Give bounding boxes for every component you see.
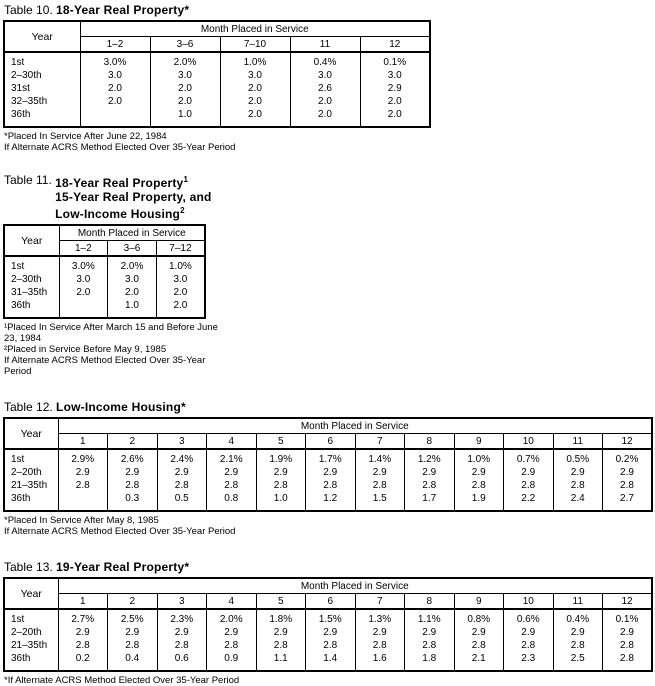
value-cell: 1.7% bbox=[306, 449, 356, 466]
value-cell: 2.8 bbox=[355, 479, 405, 492]
value-cell: 2.0 bbox=[80, 82, 150, 95]
value-cell: 1.0 bbox=[150, 108, 220, 127]
table-row bbox=[4, 52, 430, 69]
month-column-header: 12 bbox=[603, 594, 653, 610]
table-title-line bbox=[55, 190, 211, 204]
value-cell: 2.8 bbox=[207, 479, 257, 492]
value-cell: 1.4% bbox=[355, 449, 405, 466]
table-12-title bbox=[4, 400, 655, 414]
table-title-line-text: 15-Year Real Property, and bbox=[55, 190, 212, 204]
value-cell: 2.9 bbox=[306, 626, 356, 639]
month-column-header: 8 bbox=[405, 434, 455, 450]
table-11 bbox=[3, 224, 206, 319]
year-row-label: 31st bbox=[4, 82, 80, 95]
value-cell: 1.1% bbox=[405, 609, 455, 626]
value-cell: 2.9 bbox=[157, 466, 207, 479]
table-title-line-text: 19-Year Real Property* bbox=[56, 560, 190, 574]
year-header-cell: Year bbox=[4, 21, 80, 52]
value-cell: 2.0 bbox=[150, 82, 220, 95]
month-column-header: 1 bbox=[58, 434, 108, 450]
month-column-header: 12 bbox=[360, 37, 430, 53]
value-cell: 2.7% bbox=[58, 609, 108, 626]
table-row bbox=[4, 492, 652, 511]
footnote-line: *Placed In Service After June 22, 1984 bbox=[4, 131, 167, 142]
value-cell: 2.8 bbox=[405, 639, 455, 652]
value-cell: 3.0% bbox=[80, 52, 150, 69]
table-11-title bbox=[4, 173, 655, 221]
value-cell: 2.0 bbox=[387, 96, 402, 107]
table-10-title bbox=[4, 3, 655, 17]
value-cell: 2.8 bbox=[58, 639, 108, 652]
month-column-header: 1–2 bbox=[80, 37, 150, 53]
value-cell: 2.8 bbox=[108, 479, 158, 492]
value-cell: 3.0 bbox=[59, 273, 108, 286]
value-cell: 2.0% bbox=[150, 52, 220, 69]
value-cell: 2.9 bbox=[58, 466, 108, 479]
value-cell: 2.3% bbox=[157, 609, 207, 626]
table-row bbox=[4, 69, 430, 82]
table-title-line bbox=[56, 3, 189, 17]
value-cell: 2.9 bbox=[553, 466, 603, 479]
table-title-prefix: Table 12. bbox=[4, 400, 53, 414]
value-cell: 0.6% bbox=[504, 609, 554, 626]
value-cell: 2.9 bbox=[256, 626, 306, 639]
table-title-line bbox=[56, 560, 189, 574]
value-cell: 2.8 bbox=[553, 639, 603, 652]
value-cell: 2.1% bbox=[207, 449, 257, 466]
value-cell: 3.0 bbox=[108, 273, 157, 286]
value-cell: 0.8 bbox=[207, 492, 257, 511]
year-row-label: 1st bbox=[4, 449, 58, 466]
value-cell: 2.0 bbox=[290, 95, 360, 108]
value-cell: 2.8 bbox=[454, 639, 504, 652]
value-cell: 0.2% bbox=[615, 454, 639, 465]
year-row-label: 21–35th bbox=[4, 639, 58, 652]
value-cell: 3.0 bbox=[290, 69, 360, 82]
value-cell: 0.1% bbox=[615, 614, 639, 625]
value-cell: 2.9 bbox=[620, 467, 634, 478]
table-row bbox=[4, 256, 205, 273]
table-row bbox=[4, 95, 430, 108]
value-cell: 2.9 bbox=[207, 626, 257, 639]
table-12-section bbox=[3, 400, 655, 537]
value-cell: 2.0% bbox=[108, 256, 157, 273]
value-cell: 2.9 bbox=[355, 626, 405, 639]
month-column-header: 6 bbox=[306, 434, 356, 450]
month-column-header: 10 bbox=[504, 594, 554, 610]
month-column-header: 12 bbox=[603, 434, 653, 450]
value-cell: 2.8 bbox=[504, 639, 554, 652]
value-cell: 1.2% bbox=[405, 449, 455, 466]
table-title-text bbox=[56, 3, 189, 17]
value-cell: 2.8 bbox=[58, 479, 108, 492]
month-span-header: Month Placed in Service bbox=[58, 418, 652, 434]
value-cell: 1.6 bbox=[355, 652, 405, 671]
month-column-header: 2 bbox=[108, 434, 158, 450]
value-cell: 2.1 bbox=[454, 652, 504, 671]
month-column-header: 7 bbox=[355, 594, 405, 610]
value-cell: 2.4 bbox=[553, 492, 603, 511]
value-cell: 2.9 bbox=[207, 466, 257, 479]
value-cell: 2.0 bbox=[150, 95, 220, 108]
year-header-cell: Year bbox=[4, 578, 58, 609]
value-cell: 2.2 bbox=[504, 492, 554, 511]
month-column-header: 3 bbox=[157, 434, 207, 450]
value-cell: 0.6 bbox=[157, 652, 207, 671]
value-cell: 2.8 bbox=[157, 479, 207, 492]
month-span-header: Month Placed in Service bbox=[59, 225, 205, 241]
month-column-header: 3 bbox=[157, 594, 207, 610]
table-row bbox=[4, 449, 652, 466]
footnote-line: *If Alternate ACRS Method Elected Over 35-Year Period bbox=[4, 675, 240, 686]
table-title-line bbox=[55, 173, 211, 190]
value-cell: 0.4 bbox=[108, 652, 158, 671]
table-title-prefix: Table 13. bbox=[4, 560, 53, 574]
value-cell: 2.9 bbox=[355, 466, 405, 479]
value-cell: 2.6% bbox=[108, 449, 158, 466]
year-row-label: 31–35th bbox=[4, 286, 59, 299]
footnote-line: ²Placed in Service Before May 9, 1985 bbox=[4, 344, 167, 355]
table-title-line-text: 18-Year Real Property* bbox=[56, 3, 190, 17]
value-cell: 2.8 bbox=[207, 639, 257, 652]
table-title-line-text: Low-Income Housing* bbox=[56, 400, 186, 414]
table-title-line-text: Low-Income Housing bbox=[55, 207, 181, 221]
value-cell: 2.9 bbox=[620, 627, 634, 638]
year-row-label: 36th bbox=[4, 652, 58, 671]
value-cell: 2.9 bbox=[387, 83, 402, 94]
value-cell: 2.5 bbox=[553, 652, 603, 671]
value-cell: 2.8 bbox=[620, 640, 634, 651]
table-row bbox=[4, 273, 205, 286]
value-cell: 2.0% bbox=[207, 609, 257, 626]
value-cell: 2.0 bbox=[173, 300, 188, 311]
value-cell: 2.8 bbox=[553, 479, 603, 492]
month-column-header: 3–6 bbox=[108, 241, 157, 257]
value-cell: 2.9% bbox=[58, 449, 108, 466]
value-cell: 2.8 bbox=[405, 479, 455, 492]
year-row-label: 1st bbox=[4, 52, 80, 69]
table-title-line-text: 18-Year Real Property bbox=[55, 176, 184, 190]
value-cell: 2.8 bbox=[157, 639, 207, 652]
value-cell: 0.9 bbox=[207, 652, 257, 671]
value-cell: 3.0 bbox=[173, 274, 188, 285]
value-cell: 1.0 bbox=[108, 299, 157, 318]
value-cell: 1.9% bbox=[256, 449, 306, 466]
value-cell: 1.3% bbox=[355, 609, 405, 626]
table-11-section bbox=[3, 173, 655, 377]
value-cell: 2.8 bbox=[256, 639, 306, 652]
value-cell: 0.4% bbox=[553, 609, 603, 626]
table-10-footnotes bbox=[4, 131, 655, 153]
value-cell: 0.7% bbox=[504, 449, 554, 466]
month-column-header: 9 bbox=[454, 434, 504, 450]
value-cell: 2.5% bbox=[108, 609, 158, 626]
value-cell: 0.5% bbox=[553, 449, 603, 466]
table-11-footnotes bbox=[4, 322, 220, 377]
table-12 bbox=[3, 417, 653, 512]
value-cell: 1.2 bbox=[306, 492, 356, 511]
value-cell: 2.9 bbox=[504, 626, 554, 639]
table-row bbox=[4, 652, 652, 671]
value-cell bbox=[80, 108, 150, 127]
value-cell: 2.3 bbox=[504, 652, 554, 671]
month-column-header: 4 bbox=[207, 594, 257, 610]
value-cell bbox=[59, 299, 108, 318]
table-title-text bbox=[55, 173, 211, 221]
year-row-label: 36th bbox=[4, 492, 58, 511]
value-cell: 1.8 bbox=[405, 652, 455, 671]
month-column-header: 2 bbox=[108, 594, 158, 610]
table-13-title bbox=[4, 560, 655, 574]
value-cell: 2.9 bbox=[553, 626, 603, 639]
value-cell: 3.0 bbox=[387, 70, 402, 81]
value-cell: 2.0 bbox=[220, 108, 290, 127]
value-cell: 0.8% bbox=[454, 609, 504, 626]
value-cell: 2.0 bbox=[220, 82, 290, 95]
value-cell: 3.0 bbox=[80, 69, 150, 82]
table-title-prefix: Table 11. bbox=[4, 173, 52, 187]
value-cell: 2.6 bbox=[290, 82, 360, 95]
table-12-footnotes bbox=[4, 515, 655, 537]
year-header-cell: Year bbox=[4, 418, 58, 449]
month-column-header: 4 bbox=[207, 434, 257, 450]
value-cell: 2.0 bbox=[59, 286, 108, 299]
table-row bbox=[4, 108, 430, 127]
value-cell: 0.2 bbox=[58, 652, 108, 671]
footnote-line: If Alternate ACRS Method Elected Over 35-Year Period bbox=[4, 142, 236, 153]
month-column-header: 10 bbox=[504, 434, 554, 450]
value-cell bbox=[58, 492, 108, 511]
value-cell: 2.0 bbox=[108, 286, 157, 299]
month-span-header: Month Placed in Service bbox=[58, 578, 652, 594]
value-cell: 2.9 bbox=[454, 626, 504, 639]
value-cell: 2.9 bbox=[256, 466, 306, 479]
value-cell: 2.9 bbox=[405, 626, 455, 639]
month-column-header: 6 bbox=[306, 594, 356, 610]
table-10 bbox=[3, 20, 431, 128]
value-cell: 2.8 bbox=[620, 480, 634, 491]
value-cell: 2.8 bbox=[108, 639, 158, 652]
month-column-header: 11 bbox=[553, 434, 603, 450]
year-header-cell: Year bbox=[4, 225, 59, 256]
value-cell: 2.9 bbox=[504, 466, 554, 479]
month-column-header: 1 bbox=[58, 594, 108, 610]
table-13 bbox=[3, 577, 653, 672]
value-cell: 2.0 bbox=[220, 95, 290, 108]
month-column-header: 7 bbox=[355, 434, 405, 450]
year-row-label: 2–20th bbox=[4, 626, 58, 639]
value-cell: 3.0 bbox=[220, 69, 290, 82]
table-title-prefix: Table 10. bbox=[4, 3, 53, 17]
month-column-header: 8 bbox=[405, 594, 455, 610]
value-cell: 2.9 bbox=[405, 466, 455, 479]
year-row-label: 1st bbox=[4, 609, 58, 626]
value-cell: 1.4 bbox=[306, 652, 356, 671]
value-cell: 1.9 bbox=[454, 492, 504, 511]
table-title-line bbox=[55, 204, 211, 221]
value-cell: 2.8 bbox=[504, 479, 554, 492]
table-10-section bbox=[3, 3, 655, 153]
value-cell: 1.0% bbox=[220, 52, 290, 69]
value-cell: 2.8 bbox=[256, 479, 306, 492]
table-13-footnotes bbox=[4, 675, 655, 686]
table-row bbox=[4, 286, 205, 299]
month-span-header: Month Placed in Service bbox=[80, 21, 430, 37]
footnote-marker: 1 bbox=[183, 175, 189, 184]
table-row bbox=[4, 609, 652, 626]
value-cell: 2.8 bbox=[620, 653, 634, 664]
value-cell: 1.7 bbox=[405, 492, 455, 511]
value-cell: 2.4% bbox=[157, 449, 207, 466]
footnote-line: *Placed In Service After May 8, 1985 bbox=[4, 515, 159, 526]
year-row-label: 36th bbox=[4, 108, 80, 127]
value-cell: 2.9 bbox=[108, 626, 158, 639]
value-cell: 2.9 bbox=[58, 626, 108, 639]
value-cell: 1.1 bbox=[256, 652, 306, 671]
footnote-marker: 2 bbox=[180, 206, 185, 215]
table-row bbox=[4, 626, 652, 639]
value-cell: 2.9 bbox=[108, 466, 158, 479]
year-row-label: 36th bbox=[4, 299, 59, 318]
month-column-header: 7–12 bbox=[156, 241, 205, 257]
value-cell: 0.4% bbox=[290, 52, 360, 69]
year-row-label: 21–35th bbox=[4, 479, 58, 492]
value-cell: 2.7 bbox=[620, 493, 634, 504]
value-cell: 1.0% bbox=[454, 449, 504, 466]
footnote-line: ¹Placed In Service After March 15 and Before June 23, 1984 bbox=[4, 322, 218, 344]
month-column-header: 11 bbox=[290, 37, 360, 53]
table-row bbox=[4, 466, 652, 479]
month-column-header: 11 bbox=[553, 594, 603, 610]
value-cell: 2.8 bbox=[355, 639, 405, 652]
value-cell: 1.8% bbox=[256, 609, 306, 626]
year-row-label: 1st bbox=[4, 256, 59, 273]
value-cell: 2.9 bbox=[454, 466, 504, 479]
footnote-line: If Alternate ACRS Method Elected Over 35-Year Period bbox=[4, 355, 206, 377]
value-cell: 0.3 bbox=[108, 492, 158, 511]
value-cell: 2.8 bbox=[306, 479, 356, 492]
month-column-header: 1–2 bbox=[59, 241, 108, 257]
value-cell: 2.8 bbox=[306, 639, 356, 652]
month-column-header: 7–10 bbox=[220, 37, 290, 53]
value-cell: 0.1% bbox=[383, 57, 407, 68]
year-row-label: 2–30th bbox=[4, 69, 80, 82]
month-column-header: 9 bbox=[454, 594, 504, 610]
value-cell: 2.0 bbox=[173, 287, 188, 298]
value-cell: 2.0 bbox=[290, 108, 360, 127]
value-cell: 1.5% bbox=[306, 609, 356, 626]
value-cell: 1.0% bbox=[169, 261, 192, 272]
table-row bbox=[4, 479, 652, 492]
value-cell: 2.9 bbox=[306, 466, 356, 479]
value-cell: 2.0 bbox=[387, 109, 402, 120]
month-column-header: 5 bbox=[256, 594, 306, 610]
table-title-text bbox=[56, 400, 186, 414]
year-row-label: 32–35th bbox=[4, 95, 80, 108]
table-title-line bbox=[56, 400, 186, 414]
value-cell: 3.0 bbox=[150, 69, 220, 82]
value-cell: 0.5 bbox=[157, 492, 207, 511]
table-title-text bbox=[56, 560, 189, 574]
month-column-header: 3–6 bbox=[150, 37, 220, 53]
value-cell: 2.9 bbox=[157, 626, 207, 639]
value-cell: 3.0% bbox=[59, 256, 108, 273]
footnote-line: If Alternate ACRS Method Elected Over 35-Year Period bbox=[4, 526, 236, 537]
month-column-header: 5 bbox=[256, 434, 306, 450]
table-row bbox=[4, 82, 430, 95]
value-cell: 1.0 bbox=[256, 492, 306, 511]
table-13-section bbox=[3, 560, 655, 686]
value-cell: 2.8 bbox=[454, 479, 504, 492]
year-row-label: 2–20th bbox=[4, 466, 58, 479]
table-row bbox=[4, 639, 652, 652]
value-cell: 1.5 bbox=[355, 492, 405, 511]
value-cell: 2.0 bbox=[80, 95, 150, 108]
table-row bbox=[4, 299, 205, 318]
year-row-label: 2–30th bbox=[4, 273, 59, 286]
